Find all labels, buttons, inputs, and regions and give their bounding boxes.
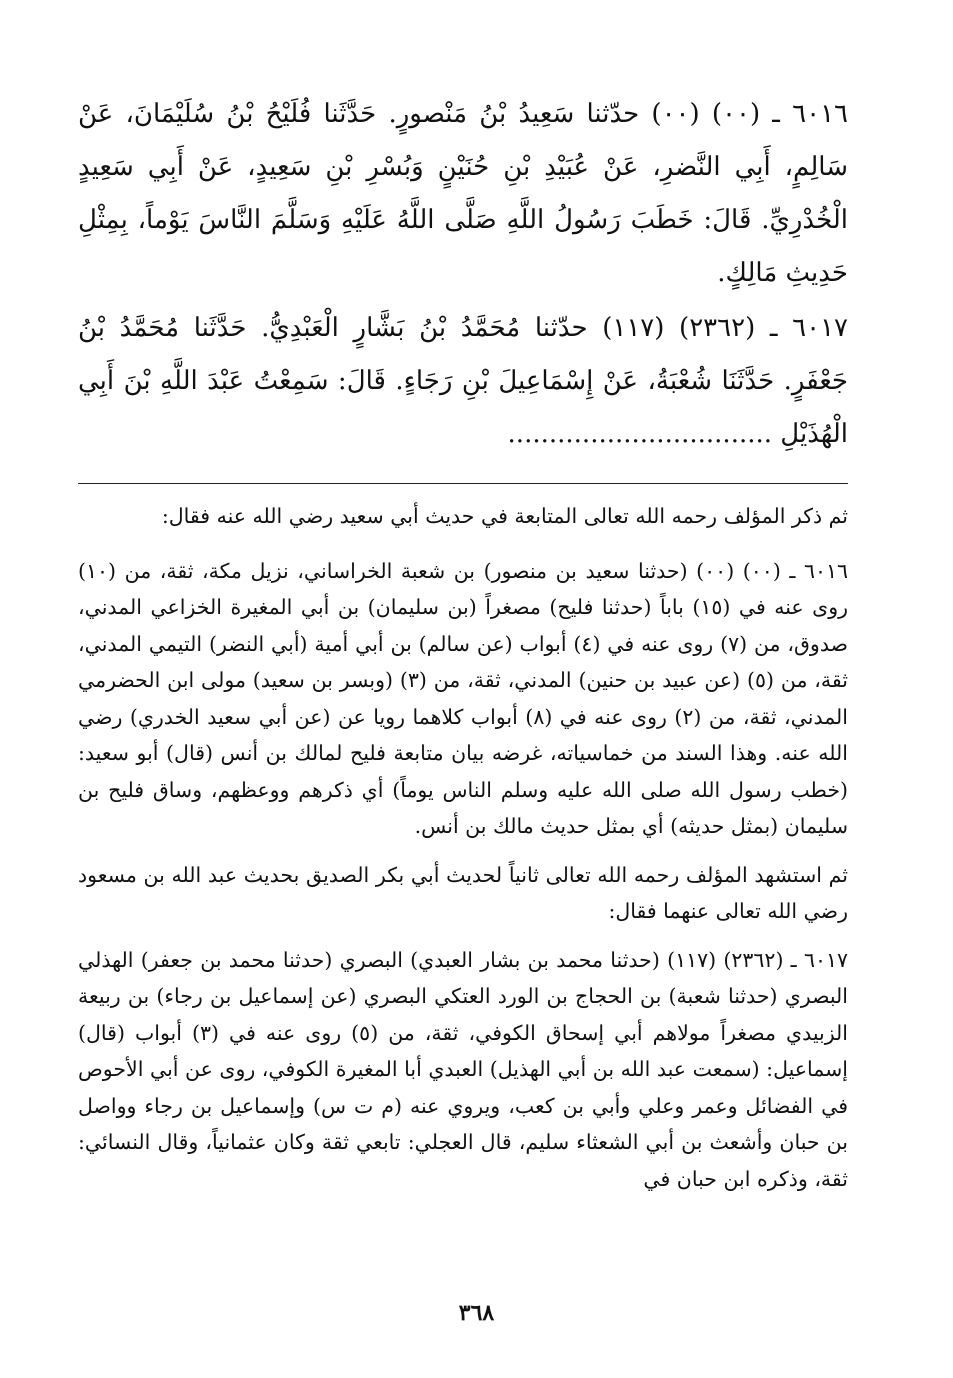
commentary-6017: ٦٠١٧ ـ (٢٣٦٢) (١١٧) (حدثنا محمد بن بشار العبدي) البصري (حدثنا محمد بن جعفر) الهذلي البصري (حدثنا شعبة) بن الحجاج بن الورد العتكي البصري (عن إسماعيل بن رجاء) بن ربيعة الزبيدي مصغراً مولاهم أبي إسحاق الكوفي، ثقة، من (٥) روى عنه في (٣) أبواب (قال) إسماعيل: (سمعت عبد الله بن أبي الهذيل) العبدي أبا المغيرة الكوفي، روى عن أبي الأحوص في الفضائل وعمر وعلي وأبي بن كعب، ويروي عنه (م ت س) وإسماعيل بن رجاء وواصل بن حبان وأشعث بن أبي الشعثاء سليم، قال العجلي: تابعي ثقة وكان عثمانياً، وقال النسائي: ثقة، وذكره ابن حبان في [78, 947, 848, 1191]
page-number: ٣٦٨ [458, 1300, 495, 1326]
commentary-6016: ٦٠١٦ ـ (٠٠) (٠٠) (حدثنا سعيد بن منصور) بن شعبة الخراساني، نزيل مكة، ثقة، من (١٠) روى عنه في (١٥) باباً (حدثنا فليح) مصغراً (بن سليمان) بن أبي المغيرة الخزاعي المدني، صدوق، من (٧) روى عنه في (٤) أبواب (عن سالم) بن أبي أمية (أبي النضر) التيمي المدني، ثقة، من (٥) (عن عبيد بن حنين) المدني، ثقة، من (٣) (وبسر بن سعيد) مولى ابن الحضرمي المدني، ثقة، من (٢) روى عنه في (٨) أبواب كلاهما رويا عن (عن أبي سعيد الخدري) رضي الله عنه. وهذا السند من خماسياته، غرضه بيان متابعة فليح لمالك بن أنس (قال) أبو سعيد: (خطب رسول الله صلى الله عليه وسلم الناس يوماً) أي ذكرهم ووعظهم، وساق فليح بن سليمان (بمثل حديثه) أي بمثل حديث مالك بن أنس. [78, 558, 848, 838]
section-divider [78, 483, 848, 484]
page-body [78, 88, 848, 1209]
hadith-6017 [78, 302, 848, 461]
hadith-6016-text: ٦٠١٦ ـ (٠٠) (٠٠) حدّثنا سَعِيدُ بْنُ مَنْصورٍ. حَدَّثَنا فُلَيْحُ بْنُ سُلَيْمَانَ، عَنْ سَالِمٍ، أَبِي النَّضرِ، عَنْ عُبَيْدِ بْنِ حُنَيْنٍ وَبُسْرِ بْنِ سَعِيدٍ، عَنْ أَبِي سَعِيدٍ الْخُدْرِيِّ. قَالَ: خَطَبَ رَسُولُ اللَّهِ صَلَّى اللَّهُ عَلَيْهِ وَسَلَّمَ النَّاسَ يَوْماً، بِمِثْلِ حَدِيثِ مَالِكٍ. [78, 99, 848, 288]
hadith-6016 [78, 88, 848, 300]
commentary-intro-6016: ثم ذكر المؤلف رحمه الله تعالى المتابعة في حديث أبي سعيد رضي الله عنه فقال: [161, 504, 848, 528]
commentary-intro-6017: ثم استشهد المؤلف رحمه الله تعالى ثانياً لحديث أبي بكر الصديق بحديث عبد الله بن مسعود رضي الله تعالى عنهما فقال: [78, 862, 848, 923]
hadith-6017-text: ٦٠١٧ ـ (٢٣٦٢) (١١٧) حدّثنا مُحَمَّدُ بْنُ بَشَّارٍ الْعَبْدِيُّ. حَدَّثَنا مُحَمَّدُ بْنُ جَعْفَرٍ. حَدَّثَنَا شُعْبَةُ، عَنْ إِسْمَاعِيلَ بْنِ رَجَاءٍ. قَالَ: سَمِعْتُ عَبْدَ اللَّهِ بْنَ أَبِي الْهُذَيْلِ [78, 313, 849, 449]
hadith-6017-dots: ................................ [507, 419, 773, 449]
